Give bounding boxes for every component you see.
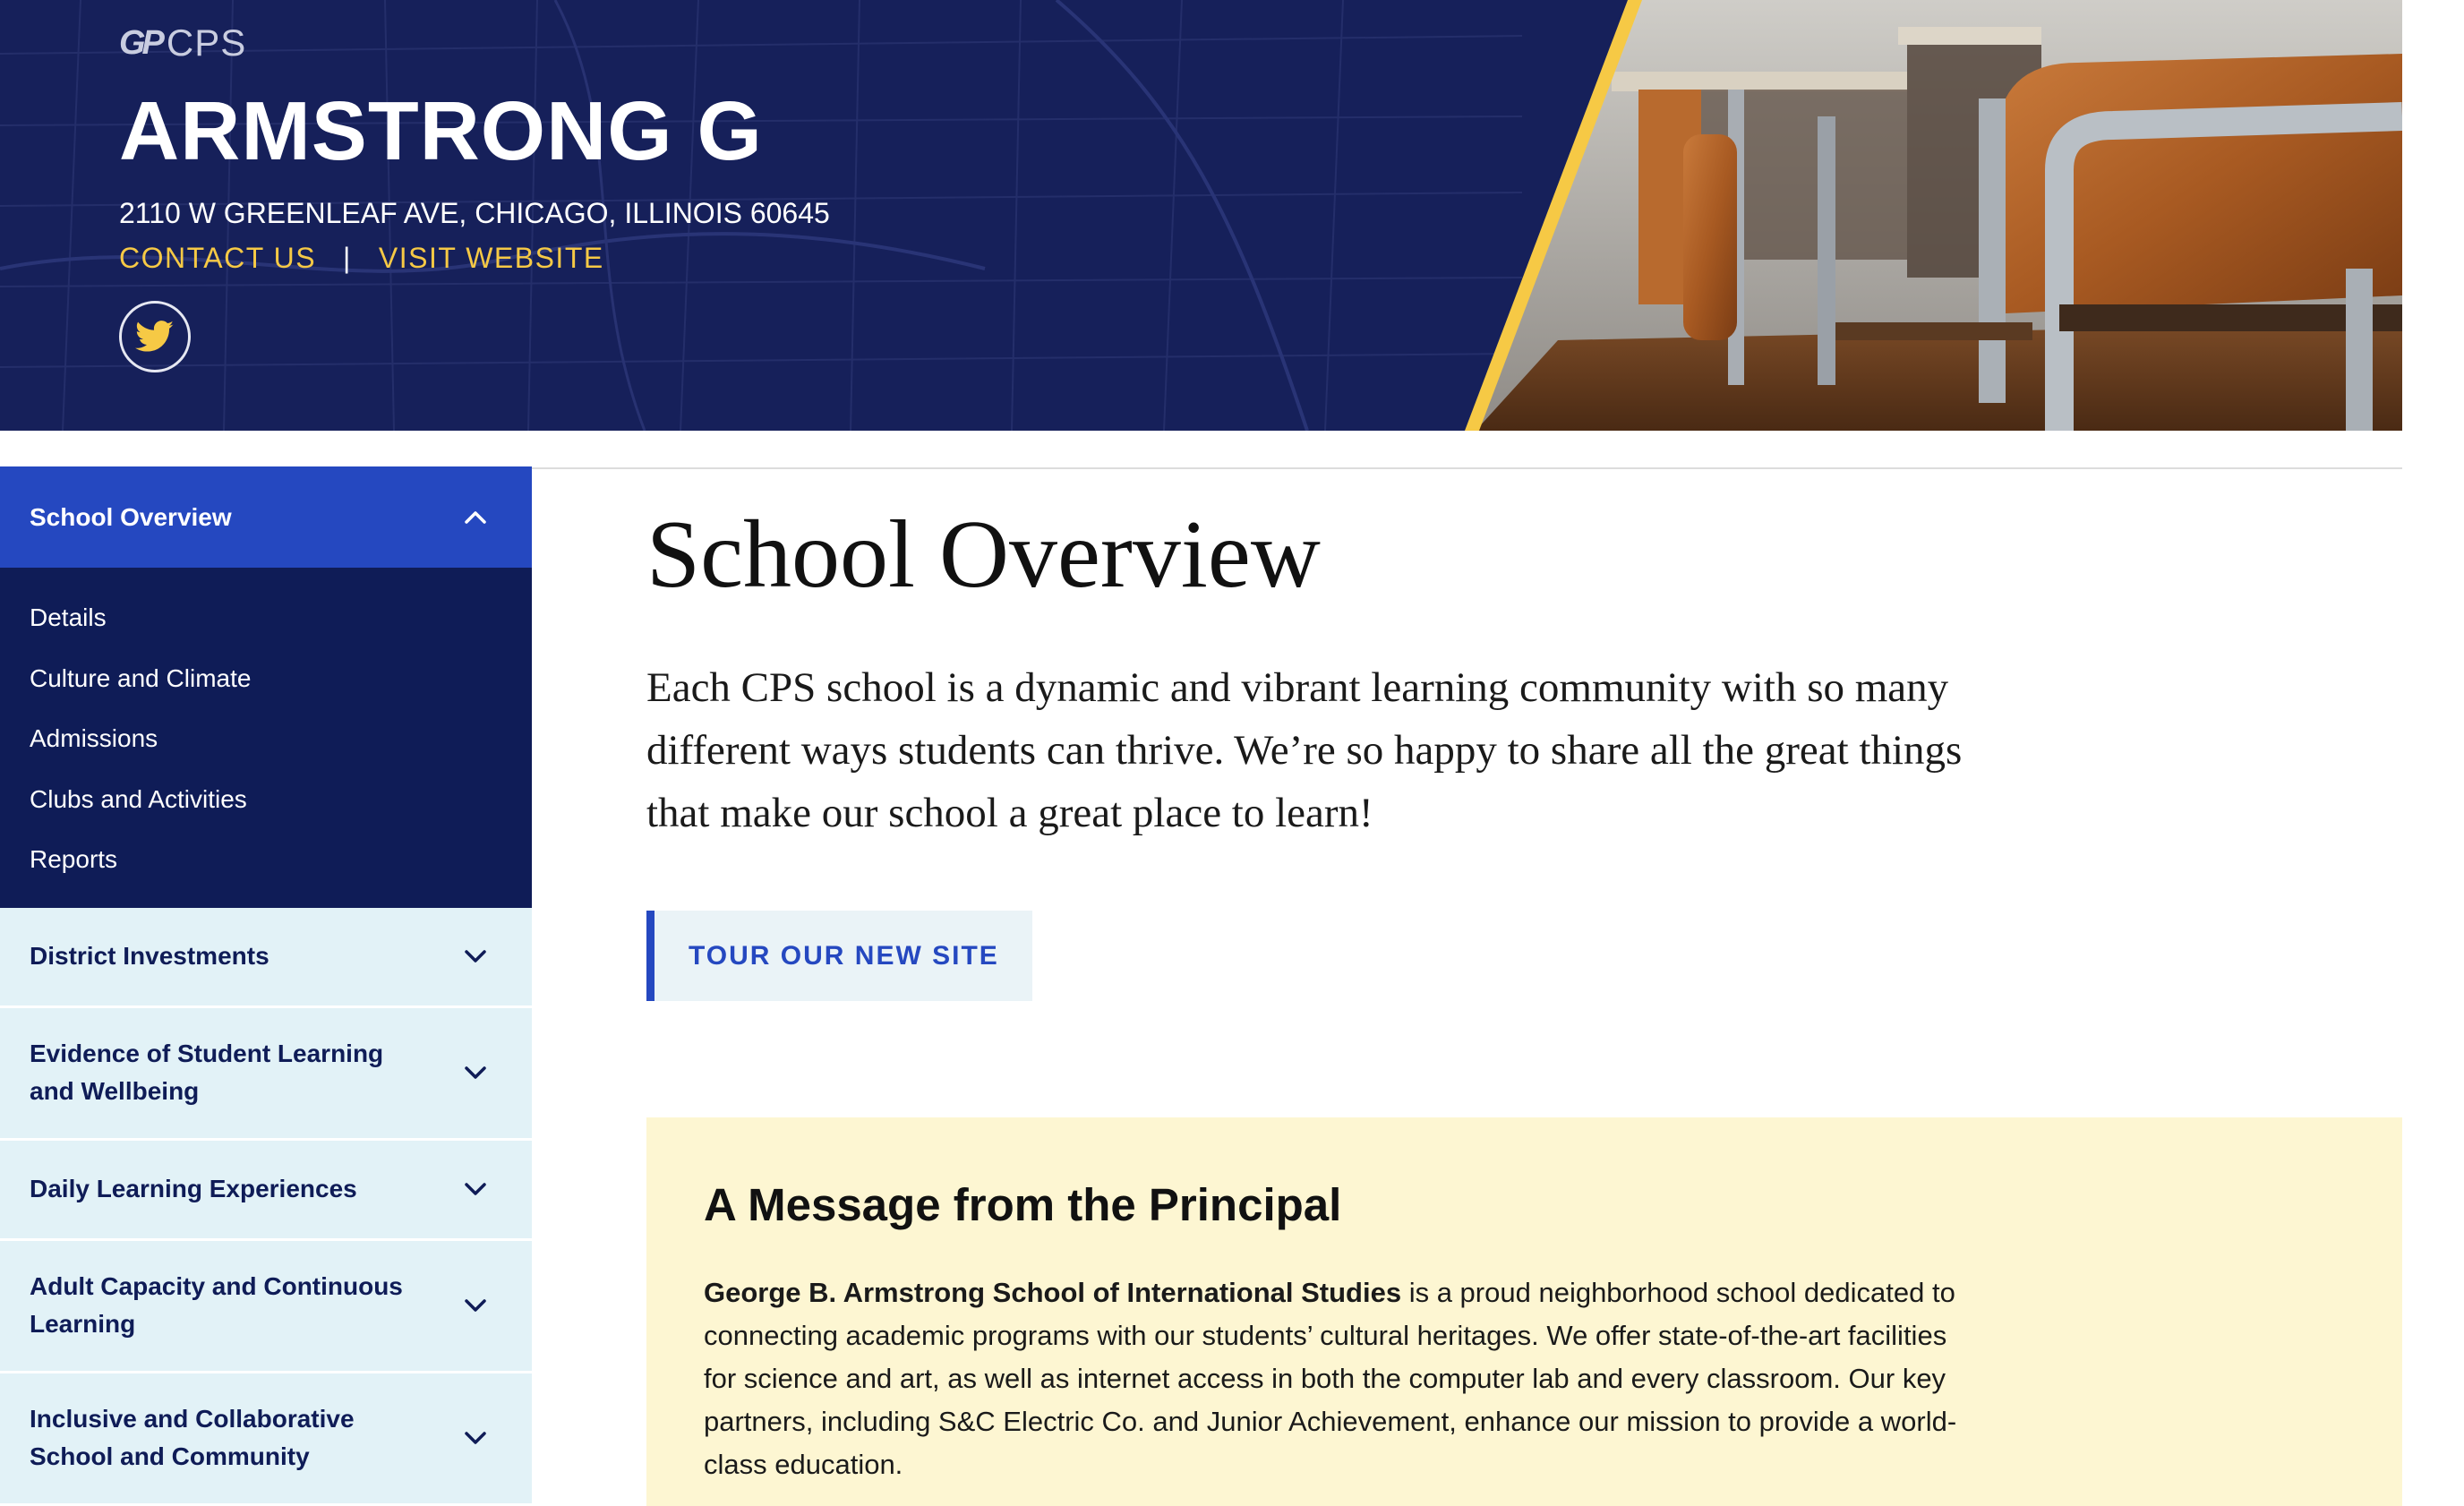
sidebar-item-label: Adult Capacity and Continuous Learning [30,1272,403,1338]
sidebar-subnav [0,568,532,908]
principal-message-text [704,1271,1975,1486]
sidebar-nav [0,466,532,1506]
twitter-button[interactable] [119,301,191,372]
sidebar-item-inclusive-and-collaborative[interactable] [0,1373,532,1506]
intro-paragraph: Each CPS school is a dynamic and vibrant learning community with so many different ways students can thrive. We’re so happy to share all the great things that make our school a great place to learn! [646,664,1963,836]
sidebar-item-label: Daily Learning Experiences [30,1175,357,1202]
sidebar-subitem-clubs-and-activities[interactable]: Clubs and Activities [30,784,247,813]
chevron-down-icon [462,1180,489,1198]
chevron-down-icon [462,947,489,965]
cps-logo[interactable] [119,21,830,64]
sidebar-item-district-investments[interactable] [0,908,532,1008]
chevron-down-icon [462,1064,489,1082]
tour-new-site-button[interactable]: TOUR OUR NEW SITE [646,911,1032,1001]
chevron-down-icon [462,1296,489,1314]
principal-message-heading: A Message from the Principal [704,1179,1342,1230]
twitter-icon [135,321,175,353]
sidebar-subitem-admissions[interactable]: Admissions [30,724,158,752]
cps-logo-mark: GP [119,23,161,62]
main-content [646,497,2402,1001]
sidebar-subitem-reports[interactable]: Reports [30,845,118,873]
school-full-name: George B. Armstrong School of International Studies [704,1277,1402,1308]
banner-content [119,21,830,372]
sidebar-item-evidence-of-student-learning[interactable] [0,1008,532,1141]
content-top-divider [532,467,2402,469]
link-separator: | [343,242,352,274]
cps-logo-text: CPS [166,21,247,64]
page-title: School Overview [646,501,1321,608]
sidebar-item-adult-capacity[interactable] [0,1241,532,1373]
visit-website-link[interactable]: VISIT WEBSITE [378,242,604,274]
sidebar-item-label: School Overview [30,502,232,531]
principal-message-body: is a proud neighborhood school dedicated to connecting academic programs with our students’ cultural heritages. We offer state-of-the-art facilities for science and art, as well as internet access in both the computer lab and every classroom. Our key partners, including S&C Electric Co. and Junior Achievement, enhance our mission to provide a world-class education. [704,1277,1957,1480]
chevron-up-icon [462,509,489,526]
sidebar-subitem-details[interactable]: Details [30,603,107,631]
school-address: 2110 W GREENLEAF AVE, CHICAGO, ILLINOIS 60645 [119,197,830,229]
school-banner [0,0,2402,431]
chevron-down-icon [462,1429,489,1447]
sidebar-subitem-culture-and-climate[interactable]: Culture and Climate [30,663,252,692]
sidebar-item-label: Inclusive and Collaborative School and Community [30,1405,355,1470]
sidebar-item-label: Evidence of Student Learning and Wellbeing [30,1040,384,1105]
school-name: ARMSTRONG G [119,84,763,177]
sidebar-item-daily-learning-experiences[interactable] [0,1141,532,1241]
sidebar-item-label: District Investments [30,942,270,970]
sidebar-item-school-overview[interactable] [0,466,532,568]
header-links [119,240,830,276]
principal-message-section [646,1117,2402,1506]
contact-us-link[interactable]: CONTACT US [119,242,317,274]
